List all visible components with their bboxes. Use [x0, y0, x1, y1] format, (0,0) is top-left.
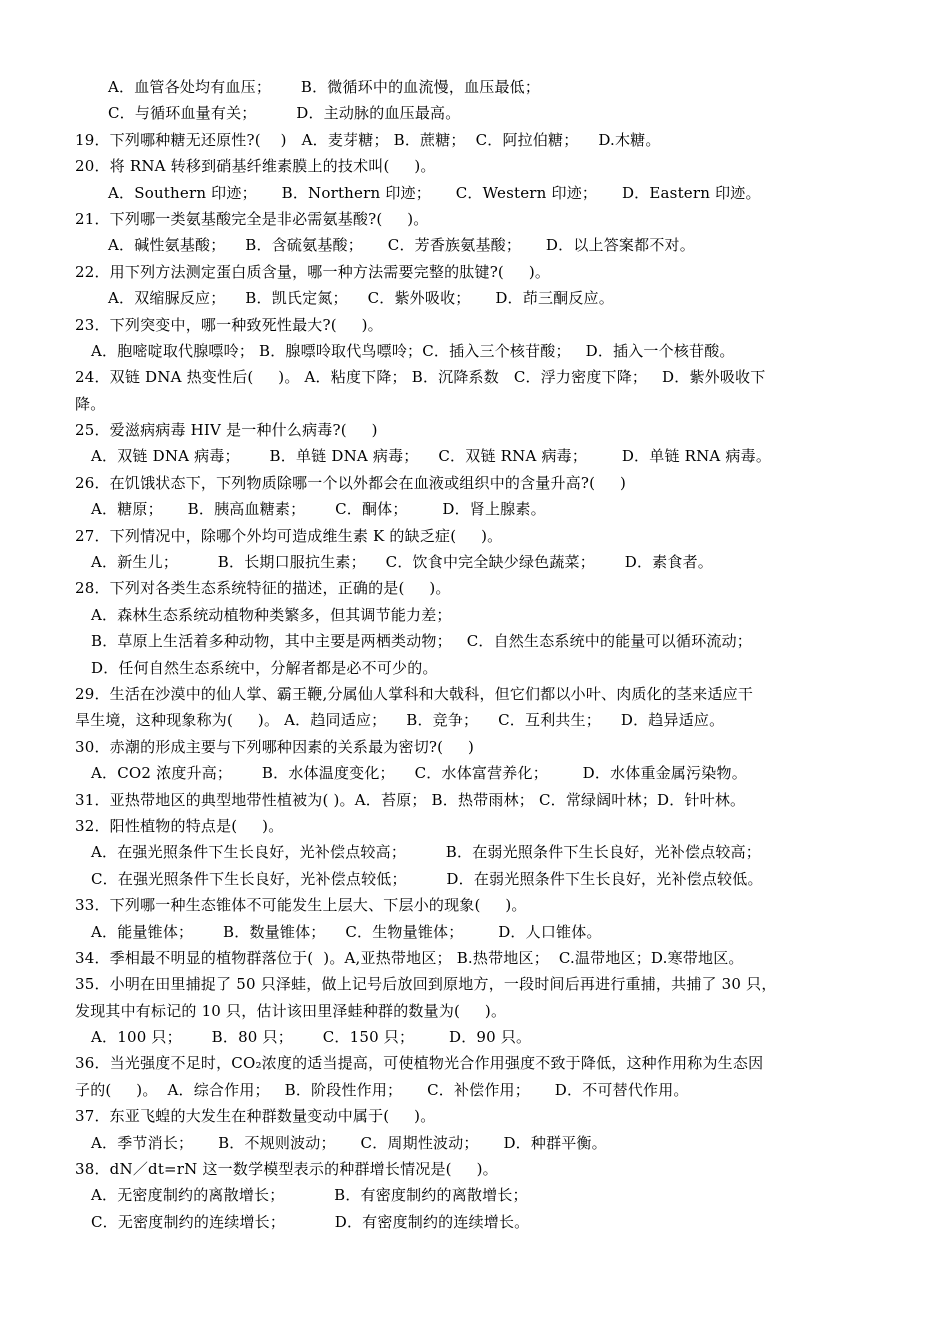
question-continuation-line: 旱生境，这种现象称为( )。 A．趋同适应； B．竞争； C．互利共生； D．趋异适应。 — [75, 711, 725, 730]
option-line: A．CO2 浓度升高； B．水体温度变化； C．水体富营养化； D．水体重金属污染物。 — [91, 764, 747, 783]
option-line: A．季节消长； B．不规则波动； C．周期性波动； D．种群平衡。 — [91, 1133, 607, 1152]
question-line: 31．亚热带地区的典型地带性植被为( )。A．苔原； B．热带雨林； C．常绿阔叶林；D．针叶林。 — [75, 790, 746, 809]
question-line: 24．双链 DNA 热变性后( )。 A．粘度下降； B．沉降系数 C．浮力密度下降； D．紫外吸收下 — [75, 368, 766, 387]
option-line: A．双链 DNA 病毒； B．单链 DNA 病毒； C．双链 RNA 病毒； D．单链 RNA 病毒。 — [91, 447, 772, 466]
option-line: A．在强光照条件下生长良好，光补偿点较高； B．在弱光照条件下生长良好，光补偿点较高； — [91, 843, 762, 862]
question-line: 25．爱滋病病毒 HIV 是一种什么病毒?( ) — [75, 421, 378, 440]
question-line: 23．下列突变中，哪一种致死性最大?( )。 — [75, 315, 383, 334]
question-line: 32．阳性植物的特点是( )。 — [75, 816, 284, 835]
option-line: A．新生儿； B．长期口服抗生素； C．饮食中完全缺少绿色蔬菜； D．素食者。 — [91, 553, 713, 572]
question-line: 26．在饥饿状态下，下列物质除哪一个以外都会在血液或组织中的含量升高?( ) — [75, 473, 627, 492]
question-line: 33．下列哪一种生态锥体不可能发生上层大、下层小的现象( )。 — [75, 896, 527, 915]
question-line: 36．当光强度不足时，CO₂浓度的适当提高，可使植物光合作用强度不致于降低，这种作用称为生态因 — [75, 1054, 764, 1073]
option-line: B．草原上生活着多种动物，其中主要是两栖类动物； C．自然生态系统中的能量可以循环流动； — [91, 632, 753, 651]
question-line: 34．季相最不明显的植物群落位于( )。A,亚热带地区； B.热带地区； C.温带地区；D.寒带地区。 — [75, 948, 744, 967]
question-continuation-line: 子的( )。 A．综合作用； B．阶段性作用； C．补偿作用； D．不可替代作用。 — [75, 1080, 689, 1099]
option-line: A．胞嘧啶取代腺嘌呤； B．腺嘌呤取代鸟嘌呤；C．插入三个核苷酸； D．插入一个核苷酸。 — [91, 341, 735, 360]
question-line: 22．用下列方法测定蛋白质含量，哪一种方法需要完整的肽键?( )。 — [75, 262, 551, 281]
question-line: 37．东亚飞蝗的大发生在种群数量变动中属于( )。 — [75, 1107, 436, 1126]
question-line: 35．小明在田里捕捉了 50 只泽蛙，做上记号后放回到原地方，一段时间后再进行重捕，共捕了 30 只， — [75, 975, 777, 994]
question-continuation-line: 降。 — [75, 394, 106, 413]
question-line: 27．下列情况中，除哪个外均可造成维生素 K 的缺乏症( )。 — [75, 526, 503, 545]
option-line: A．血管各处均有血压； B．微循环中的血流慢，血压最低； — [108, 78, 541, 96]
option-line: C．无密度制约的连续增长； D．有密度制约的连续增长。 — [91, 1212, 530, 1231]
question-line: 28．下列对各类生态系统特征的描述，正确的是( )。 — [75, 579, 451, 598]
option-line: A．糖原； B．胰高血糖素； C．酮体； D．肾上腺素。 — [91, 500, 546, 519]
question-line: 21．下列哪一类氨基酸完全是非必需氨基酸?( )。 — [75, 209, 429, 228]
option-line: C．在强光照条件下生长良好，光补偿点较低； D．在弱光照条件下生长良好，光补偿点较低。 — [91, 869, 763, 888]
option-line: A．双缩脲反应； B．凯氏定氮； C．紫外吸收； D．茚三酮反应。 — [108, 289, 614, 308]
question-line: 19．下列哪种糖无还原性?( ) A．麦芽糖； B．蔗糖； C．阿拉伯糖； D.木糖。 — [75, 130, 661, 149]
question-line: 20．将 RNA 转移到硝基纤维素膜上的技术叫( )。 — [75, 157, 436, 176]
exam-page — [75, 74, 875, 1235]
option-line: A．能量锥体； B．数量锥体； C．生物量锥体； D．人口锥体。 — [91, 922, 602, 941]
option-line: D．任何自然生态系统中，分解者都是必不可少的。 — [91, 658, 438, 677]
option-line: A．Southern 印迹； B．Northern 印迹； C．Western 印迹； D．Eastern 印迹。 — [108, 183, 761, 202]
option-line: A．森林生态系统动植物种类繁多，但其调节能力差； — [91, 605, 452, 624]
option-line: A．无密度制约的离散增长； B．有密度制约的离散增长； — [91, 1186, 528, 1205]
option-line: A．100 只； B．80 只； C．150 只； D．90 只。 — [91, 1028, 532, 1047]
question-continuation-line: 发现其中有标记的 10 只，估计该田里泽蛙种群的数量为( )。 — [75, 1001, 507, 1020]
option-line: A．碱性氨基酸； B．含硫氨基酸； C．芳香族氨基酸； D．以上答案都不对。 — [108, 236, 695, 255]
question-line: 30．赤潮的形成主要与下列哪种因素的关系最为密切?( ) — [75, 737, 475, 756]
question-line: 29．生活在沙漠中的仙人掌、霸王鞭,分属仙人掌科和大戟科，但它们都以小叶、肉质化的茎来适应干 — [75, 684, 754, 703]
question-line: 38．dN／dt=rN 这一数学模型表示的种群增长情况是( )。 — [75, 1160, 498, 1179]
option-line: C．与循环血量有关； D．主动脉的血压最高。 — [108, 104, 461, 123]
